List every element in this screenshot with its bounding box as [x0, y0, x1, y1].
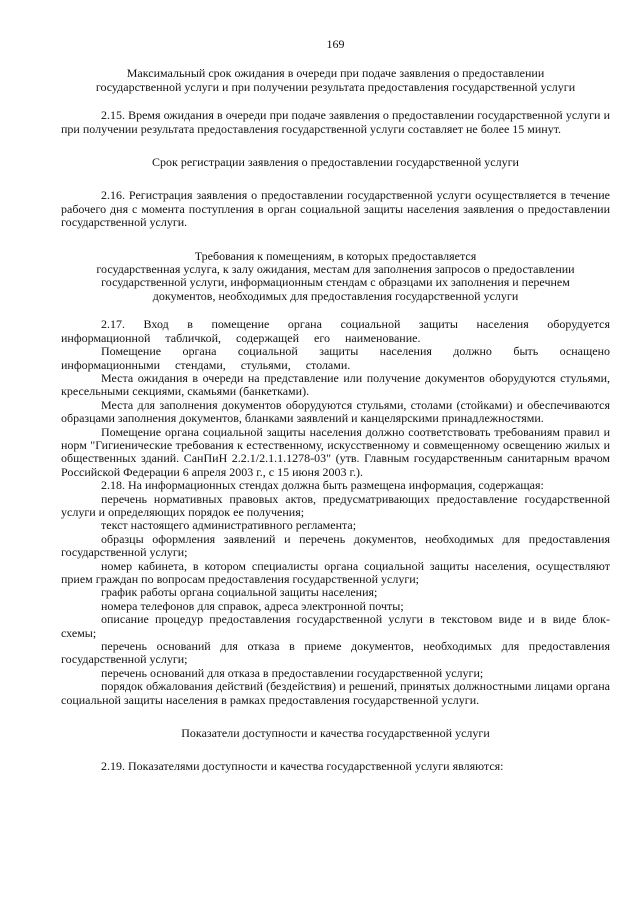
- paragraph-2-19: 2.19. Показателями доступности и качества государственной услуги являются:: [101, 759, 504, 774]
- heading-line: государственная услуга, к залу ожидания, местам для заполнения запросов о предоставлении: [96, 262, 575, 277]
- list-item: график работы органа социальной защиты населения;: [101, 585, 378, 600]
- heading-line: Максимальный срок ожидания в очереди при подаче заявления о предоставлении: [126, 66, 545, 81]
- heading-line: государственной услуги, информационным стендам с образцами их заполнения и перечнем: [101, 275, 570, 290]
- list-item: образцы оформления заявлений и перечень документов, необходимых для предоставления государственной услуги;: [61, 531, 610, 560]
- list-item: номер кабинета, в котором специалисты органа социальной защиты населения, осуществляют прием граждан по вопросам предоставления государственной услуги;: [61, 558, 610, 586]
- list-item: порядок обжалования действий (бездействия) и решений, принятых должностными лицами органа социальной защиты населения в рамках предоставления государственной услуги.: [61, 679, 610, 707]
- section-heading-registration-term: [61, 156, 610, 169]
- section-heading-premises-requirements: [61, 250, 610, 304]
- list-item: описание процедур предоставления государственной услуги в текстовом виде и в виде блок-схемы;: [61, 612, 610, 640]
- list-item: текст настоящего административного регламента;: [101, 518, 357, 533]
- list-item: номера телефонов для справок, адреса электронной почты;: [101, 598, 404, 613]
- heading-line: Срок регистрации заявления о предоставлении государственной услуги: [152, 155, 519, 170]
- paragraph-2-17: 2.17. Вход в помещение органа социальной защиты населения оборудуется информационной табличкой, содержащей его наименование.: [61, 317, 610, 345]
- list-item: перечень нормативных правовых актов, предусматривающих предоставление государственной услуги и определяющих порядок ее получения;: [61, 491, 610, 519]
- paragraph: Помещение органа социальной защиты населения должно быть оснащено информационными стендами, стульями, столами.: [61, 344, 610, 372]
- section-heading-max-wait-time: [61, 67, 610, 94]
- section-heading-quality-indicators: [61, 727, 610, 740]
- paragraph-2-15: 2.15. Время ожидания в очереди при подаче заявления о предоставлении государственной услуги и при получении результата предоставления государственной услуги составляет не более 15 минут.: [61, 108, 610, 136]
- heading-line: документов, необходимых для предоставления государственной услуги: [152, 288, 519, 303]
- page-number: 169: [326, 37, 345, 51]
- heading-line: Требования к помещениям, в которых предоставляется: [194, 248, 477, 263]
- paragraph: Помещение органа социальной защиты населения должно соответствовать требованиям правил и норм "Гигиенические требования к естественному, искусственному и совмещенному освещению жилых и общественных зданий. СанПиН 2.2.1/2.1.1.1278-03" (утв. Главным государственным санитарным врачом Российской Федерации 6 апреля 2003 г., с 15 июня 2003 г.).: [61, 424, 610, 479]
- heading-line: Показатели доступности и качества государственной услуги: [181, 726, 490, 741]
- list-item: перечень оснований для отказа в приеме документов, необходимых для предоставления государственной услуги;: [61, 639, 610, 667]
- paragraph-2-18: 2.18. На информационных стендах должна быть размещена информация, содержащая:: [101, 478, 544, 493]
- paragraph-2-16: 2.16. Регистрация заявления о предоставлении государственной услуги осуществляется в течение рабочего дня с момента поступления в орган социальной защиты населения заявления о предоставлении государственной услуги.: [61, 188, 610, 230]
- paragraph: Места для заполнения документов оборудуются стульями, столами (стойками) и обеспечиваются образцами заполнения документов, бланками заявлений и канцелярскими принадлежностями.: [61, 397, 610, 426]
- list-item: перечень оснований для отказа в предоставлении государственной услуги;: [101, 665, 484, 680]
- heading-line: государственной услуги и при получении результата предоставления государственной услуги: [95, 79, 576, 94]
- paragraph: Места ожидания в очереди на представление или получение документов оборудуются стульями, кресельными секциями, скамьями (банкетками).: [61, 370, 610, 399]
